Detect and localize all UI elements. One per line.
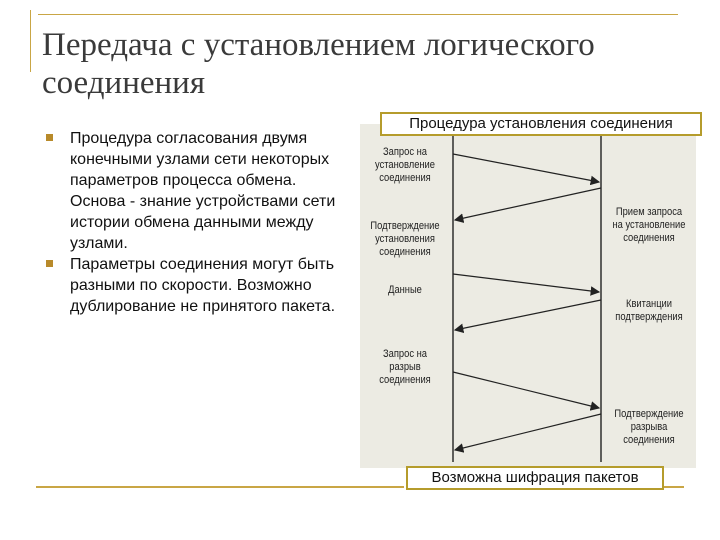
label-confirm: Подтверждение установления соединения (370, 220, 440, 258)
label-acks: Квитанции подтверждения (615, 298, 683, 323)
bullet-item (46, 128, 356, 254)
left-rule (30, 10, 31, 72)
bottom-rule-right (664, 486, 684, 488)
encryption-note-box: Возможна шифрация пакетов (406, 466, 664, 490)
bullet-text: Параметры соединения могут быть разными по скорости. Возможно дублирование не принятого пакета. (70, 256, 336, 315)
slide-title: Передача с установлением логического соединения (42, 27, 595, 101)
arrow-ack (455, 300, 601, 330)
connection-diagram (360, 124, 696, 468)
bullet-item (46, 254, 356, 317)
arrow-confirm (455, 188, 601, 220)
bottom-rule (36, 486, 404, 488)
label-data: Данные (388, 284, 422, 296)
bullet-text: Процедура согласования двумя конечными узлами сети некоторых параметров процесса обмена. Основа - знание устройствами сети истории обмена данными между узлами. (70, 130, 336, 252)
label-request: Запрос на установление соединения (374, 146, 435, 184)
arrow-request (453, 154, 599, 182)
label-disconnect-confirm: Подтверждение разрыва соединения (614, 408, 684, 446)
bullet-list (46, 128, 356, 317)
arrow-disconnect (453, 372, 599, 408)
arrow-data (453, 274, 599, 292)
arrow-disconnect-confirm (455, 414, 601, 450)
square-bullet-icon (46, 260, 53, 267)
label-disconnect: Запрос на разрыв соединения (379, 348, 431, 386)
label-request-received: Прием запроса на установление соединения (612, 206, 686, 244)
procedure-title-box: Процедура установления соединения (380, 112, 702, 136)
square-bullet-icon (46, 134, 53, 141)
top-rule (38, 14, 678, 15)
